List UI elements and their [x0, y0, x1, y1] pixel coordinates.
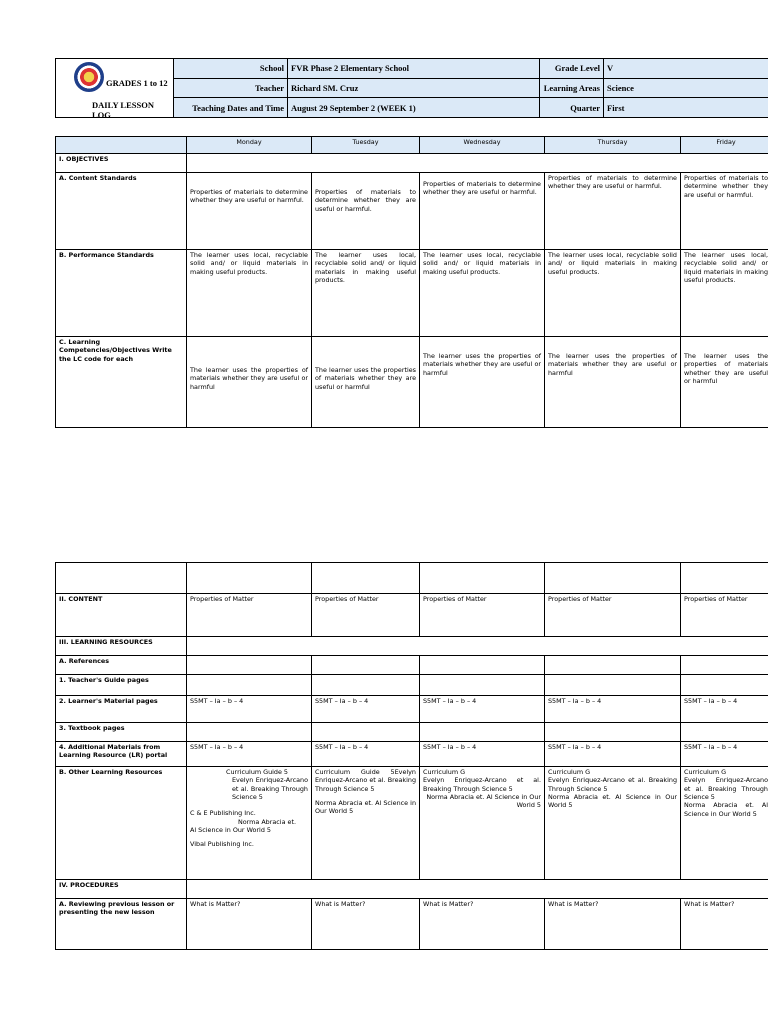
grade-level-label: Grade Level [540, 59, 604, 79]
other-monday [187, 767, 312, 880]
references-label: A. References [56, 656, 187, 675]
day-friday: Friday [681, 137, 768, 154]
other-monday-line: Norma Abracia et. [237, 817, 296, 826]
other-wednesday-line: Curriculum G [423, 768, 466, 776]
day-wednesday: Wednesday [420, 137, 545, 154]
objectives-title: I. OBJECTIVES [56, 154, 187, 173]
review-label: A. Reviewing previous lesson or presenting the new lesson [56, 899, 187, 950]
tg-blank [681, 675, 768, 696]
performance-standards-monday: The learner uses local, recyclable solid and/ or liquid materials in making useful products. [187, 250, 312, 337]
content-standards-monday [187, 173, 312, 250]
content-monday: Properties of Matter [187, 594, 312, 637]
performance-standards-thursday: The learner uses local, recyclable solid and/ or liquid materials in making useful products. [545, 250, 681, 337]
review-thursday: What is Matter? [545, 899, 681, 950]
review-friday: What is Matter? [681, 899, 768, 950]
content-wednesday: Properties of Matter [420, 594, 545, 637]
school-label: School [174, 59, 288, 79]
content-standards-text: Properties of materials to determine whether they are useful or harmful. [315, 188, 416, 213]
content-top-blank [187, 563, 312, 594]
tg-blank [545, 675, 681, 696]
other-monday-line: Al Science in Our World 5 [190, 825, 271, 834]
other-resources-label: B. Other Learning Resources [56, 767, 187, 880]
lm-friday: S5MT – Ia – b – 4 [681, 696, 768, 723]
lm-wednesday: S5MT – Ia – b – 4 [420, 696, 545, 723]
other-monday-line: Curriculum Guide 5 [226, 768, 288, 776]
dates-value: August 29 September 2 (WEEK 1) [288, 98, 540, 118]
learners-material-label: 2. Learner's Material pages [56, 696, 187, 723]
grades-label: GRADES 1 to 12 [106, 78, 168, 88]
tg-blank [187, 675, 312, 696]
review-monday: What is Matter? [187, 899, 312, 950]
content-thursday: Properties of Matter [545, 594, 681, 637]
content-tuesday: Properties of Matter [312, 594, 420, 637]
other-friday [681, 767, 768, 880]
learning-areas-value: Science [604, 78, 768, 98]
performance-standards-wednesday: The learner uses local, recyclable solid and/ or liquid materials in making useful products. [420, 250, 545, 337]
resources-title: III. LEARNING RESOURCES [56, 637, 187, 656]
dates-label: Teaching Dates and Time [174, 98, 288, 118]
lm-thursday: S5MT – Ia – b – 4 [545, 696, 681, 723]
performance-standards-friday: The learner uses local, recyclable solid and/ or liquid materials in making useful products. [681, 250, 768, 337]
additional-materials-label: 4. Additional Materials from Learning Resource (LR) portal [56, 742, 187, 767]
references-blank [681, 656, 768, 675]
other-monday-line: Vibal Publishing Inc. [190, 840, 254, 849]
teacher-label: Teacher [174, 78, 288, 98]
dll-label: DAILY LESSON LOG [92, 100, 154, 120]
other-monday-line: Evelyn Enriquez-Arcano et al. Breaking Through Science 5 [232, 776, 308, 801]
day-thursday: Thursday [545, 137, 681, 154]
other-tuesday-line: Curriculum Guide 5Evelyn Enriquez-Arcano et al. Breaking Through Science 5 [315, 768, 416, 793]
additional-wednesday: S5MT – Ia – b – 4 [420, 742, 545, 767]
content-top-blank [681, 563, 768, 594]
other-friday-line: Evelyn Enriquez-Arcano et al. Breaking Through Science 5 [684, 776, 768, 801]
lm-tuesday: S5MT – Ia – b – 4 [312, 696, 420, 723]
resources-blank [187, 637, 768, 656]
header-table [55, 58, 768, 118]
other-friday-line: Curriculum G [684, 768, 727, 776]
quarter-label: Quarter [540, 98, 604, 118]
teachers-guide-label: 1. Teacher's Guide pages [56, 675, 187, 696]
objectives-blank [187, 154, 768, 173]
other-wednesday-line: Evelyn Enriquez-Arcano et al. Breaking Through Science 5 [423, 776, 541, 793]
other-friday-line: Norma Abracia et. Al Science in Our World 5 [684, 801, 768, 818]
content-standards-friday: Properties of materials to determine whether they are useful or harmful. [681, 173, 768, 250]
day-tuesday: Tuesday [312, 137, 420, 154]
content-standards-tuesday [312, 173, 420, 250]
other-thursday-line: Curriculum G [548, 768, 591, 776]
competencies-monday [187, 337, 312, 428]
references-blank [187, 656, 312, 675]
other-thursday-line: Evelyn Enriquez-Arcano et al. Breaking Through Science 5 [548, 776, 677, 793]
review-tuesday: What is Matter? [312, 899, 420, 950]
competencies-friday [681, 337, 768, 428]
competencies-text: The learner uses the properties of materials whether they are useful or harmful [190, 366, 308, 391]
other-thursday [545, 767, 681, 880]
lm-monday: S5MT – Ia – b – 4 [187, 696, 312, 723]
learning-areas-label: Learning Areas [540, 78, 604, 98]
competencies-text: The learner uses the properties of materials whether they are useful or harmful [684, 352, 768, 385]
grade-level-value: V [604, 59, 768, 79]
content-standards-text: Properties of materials to determine whether they are useful or harmful. [190, 188, 308, 205]
other-tuesday-line: Norma Abracia et. Al Science in Our World 5 [315, 798, 416, 816]
textbook-blank [420, 723, 545, 742]
other-wednesday [420, 767, 545, 880]
procedures-blank [187, 880, 768, 899]
review-wednesday: What is Matter? [420, 899, 545, 950]
competencies-label: C. Learning Competencies/Objectives Write the LC code for each [56, 337, 187, 428]
resources-table [55, 562, 768, 950]
content-standards-label: A. Content Standards [56, 173, 187, 250]
school-value: FVR Phase 2 Elementary School [288, 59, 540, 79]
textbook-blank [545, 723, 681, 742]
content-standards-text: Properties of materials to determine whether they are useful or harmful. [423, 180, 541, 197]
deped-seal-icon [74, 62, 104, 92]
tg-blank [312, 675, 420, 696]
additional-tuesday: S5MT – Ia – b – 4 [312, 742, 420, 767]
performance-standards-tuesday: The learner uses local, recyclable solid and/ or liquid materials in making useful products. [312, 250, 420, 337]
competencies-thursday [545, 337, 681, 428]
textbook-blank [681, 723, 768, 742]
competencies-text: The learner uses the properties of materials whether they are useful or harmful [423, 352, 541, 377]
textbook-label: 3. Textbook pages [56, 723, 187, 742]
content-standards-thursday: Properties of materials to determine whether they are useful or harmful. [545, 173, 681, 250]
textbook-blank [187, 723, 312, 742]
competencies-wednesday [420, 337, 545, 428]
additional-thursday: S5MT – Ia – b – 4 [545, 742, 681, 767]
content-label [56, 594, 187, 637]
content-top-blank-label [56, 563, 187, 594]
content-top-blank [545, 563, 681, 594]
day-monday: Monday [187, 137, 312, 154]
procedures-title: IV. PROCEDURES [56, 880, 187, 899]
objectives-table [55, 136, 768, 428]
additional-friday: S5MT – Ia – b – 4 [681, 742, 768, 767]
other-monday-line: C & E Publishing Inc. [190, 809, 256, 818]
tg-blank [420, 675, 545, 696]
corner-cell [56, 137, 187, 154]
textbook-blank [312, 723, 420, 742]
quarter-value: First [604, 98, 768, 118]
additional-monday: S5MT – Ia – b – 4 [187, 742, 312, 767]
competencies-text: The learner uses the properties of materials whether they are useful or harmful [315, 366, 416, 391]
content-standards-wednesday [420, 173, 545, 250]
teacher-value: Richard SM. Cruz [288, 78, 540, 98]
competencies-text: The learner uses the properties of materials whether they are useful or harmful [548, 352, 677, 377]
content-label-text: II. CONTENT [59, 595, 103, 603]
content-friday: Properties of Matter [681, 594, 768, 637]
other-thursday-line: Norma Abracia et. Al Science in Our World 5 [548, 792, 677, 810]
content-top-blank [420, 563, 545, 594]
other-wednesday-line: Norma Abracia et. Al Science in Our World 5 [426, 792, 541, 810]
other-tuesday [312, 767, 420, 880]
performance-standards-label: B. Performance Standards [56, 250, 187, 337]
references-blank [312, 656, 420, 675]
references-blank [420, 656, 545, 675]
references-blank [545, 656, 681, 675]
content-top-blank [312, 563, 420, 594]
competencies-tuesday [312, 337, 420, 428]
header-logo-cell [56, 59, 174, 118]
